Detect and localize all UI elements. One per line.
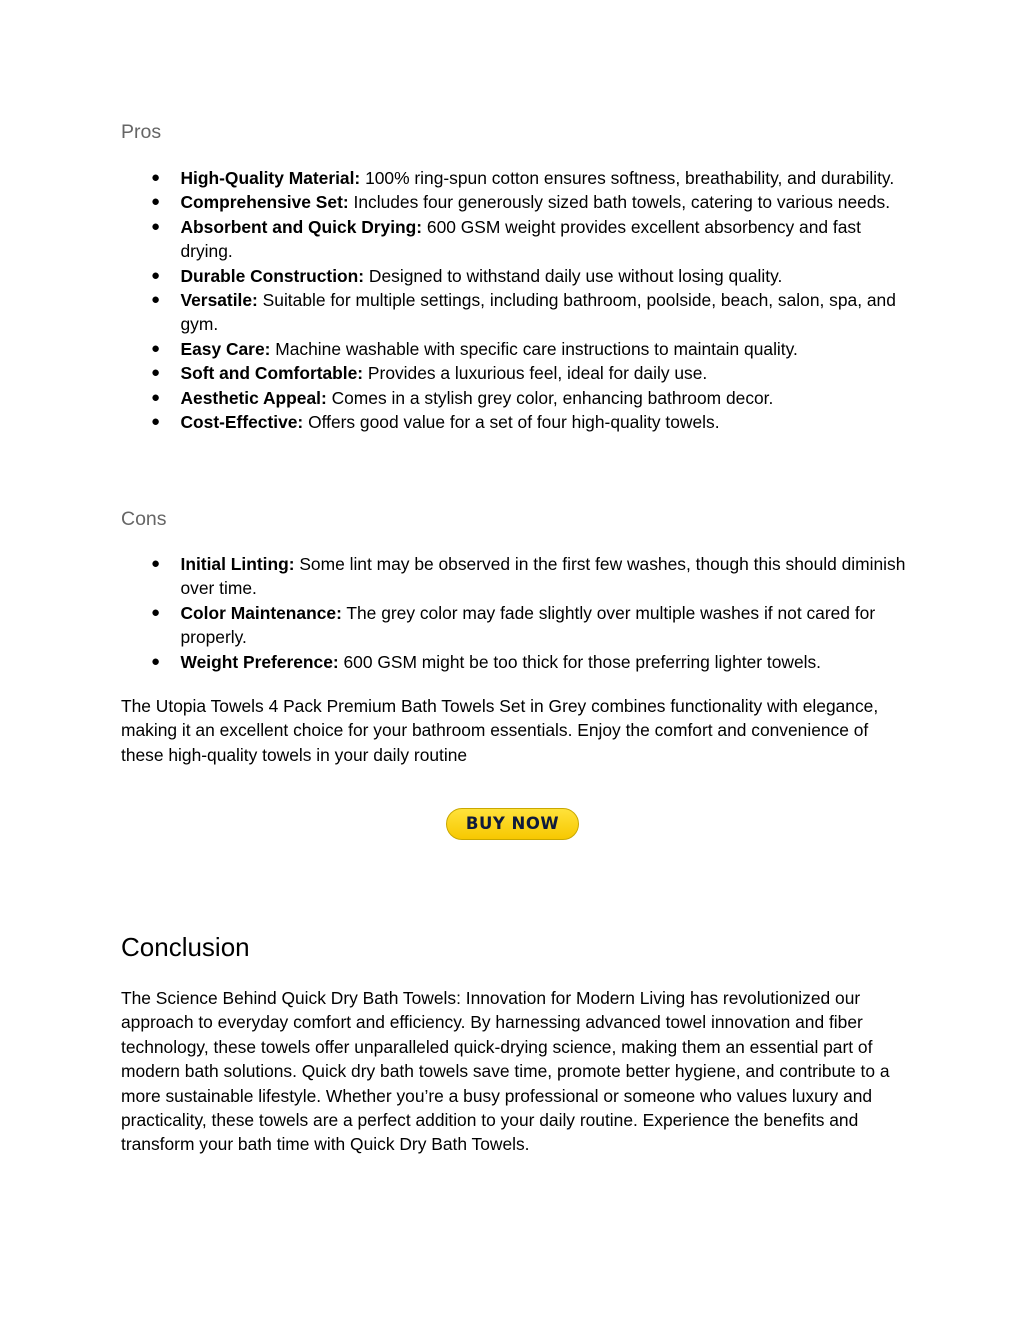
bullet-icon: ● <box>151 193 161 211</box>
bullet-icon: ● <box>151 388 161 406</box>
list-item <box>121 650 911 674</box>
list-item <box>121 288 911 337</box>
list-item <box>121 386 911 410</box>
bullet-icon: ● <box>151 555 161 572</box>
list-item <box>121 552 911 601</box>
pros-list <box>121 166 911 434</box>
buy-now-button[interactable]: BUY NOW <box>446 808 579 840</box>
list-item <box>121 166 911 190</box>
item-term: High-Quality Material: <box>180 168 361 188</box>
bullet-icon: ● <box>151 291 161 309</box>
buy-now-container <box>446 808 579 840</box>
item-term: Comprehensive Set: <box>180 192 349 213</box>
item-term: Initial Linting: <box>180 554 295 574</box>
item-term: Color Maintenance: <box>180 602 342 623</box>
list-item <box>121 410 911 434</box>
pros-heading: Pros <box>121 121 162 143</box>
item-text: The grey color may fade slightly over multiple washes if not cared for properly. <box>180 602 876 648</box>
item-term: Soft and Comfortable: <box>180 363 364 384</box>
item-text: Offers good value for a set of four high-quality towels. <box>303 412 720 433</box>
conclusion-heading: Conclusion <box>121 932 250 962</box>
bullet-icon: ● <box>151 652 161 670</box>
item-term: Weight Preference: <box>180 651 339 672</box>
bullet-icon: ● <box>151 603 161 621</box>
cons-list <box>121 552 911 674</box>
bullet-icon: ● <box>151 364 161 382</box>
bullet-icon: ● <box>151 169 161 186</box>
summary-paragraph: The Utopia Towels 4 Pack Premium Bath Towels Set in Grey combines functionality with elegance, making it an excellent choice for your bathroom essentials. Enjoy the comfort and convenience of these high-quality towels in your daily routine <box>121 696 879 765</box>
bullet-icon: ● <box>151 266 161 284</box>
bullet-icon: ● <box>151 413 161 431</box>
list-item <box>121 215 911 264</box>
cons-heading: Cons <box>121 508 167 530</box>
item-text: Provides a luxurious feel, ideal for daily use. <box>363 363 708 384</box>
item-term: Versatile: <box>180 290 258 311</box>
item-text: Some lint may be observed in the first few washes, though this should diminish over time. <box>180 554 906 599</box>
item-text: Suitable for multiple settings, including bathroom, poolside, beach, salon, spa, and gym. <box>180 290 896 335</box>
bullet-icon: ● <box>151 217 161 235</box>
list-item <box>121 601 911 650</box>
conclusion-paragraph: The Science Behind Quick Dry Bath Towels: Innovation for Modern Living has revolutionized our approach to everyday comfort and efficiency. By harnessing advanced towel innovation and fiber technology, these towels offer unparalleled quick-drying science, making them an essential part of modern bath solutions. Quick dry bath towels save time, promote better hygiene, and contribute to a more sustainable lifestyle. Whether you’re a busy professional or someone who values luxury and practicality, these towels are a perfect addition to your daily routine. Experience the benefits and transform your bath time with Quick Dry Bath Towels. <box>121 988 890 1155</box>
bullet-icon: ● <box>151 339 161 357</box>
item-text: Machine washable with specific care instructions to maintain quality. <box>270 338 798 359</box>
item-term: Aesthetic Appeal: <box>180 387 327 408</box>
item-text: Comes in a stylish grey color, enhancing bathroom decor. <box>326 387 774 408</box>
item-text: 100% ring-spun cotton ensures softness, breathability, and durability. <box>360 168 895 188</box>
item-term: Durable Construction: <box>180 265 365 286</box>
item-term: Absorbent and Quick Drying: <box>180 216 423 237</box>
item-text: 600 GSM weight provides excellent absorbency and fast drying. <box>180 216 861 262</box>
list-item <box>121 264 911 288</box>
item-text: 600 GSM might be too thick for those preferring lighter towels. <box>338 651 822 672</box>
list-item <box>121 361 911 385</box>
list-item <box>121 190 911 214</box>
item-term: Cost-Effective: <box>180 412 304 433</box>
item-text: Includes four generously sized bath towels, catering to various needs. <box>348 192 891 213</box>
item-term: Easy Care: <box>180 338 271 359</box>
item-text: Designed to withstand daily use without losing quality. <box>364 265 783 286</box>
list-item <box>121 337 911 361</box>
